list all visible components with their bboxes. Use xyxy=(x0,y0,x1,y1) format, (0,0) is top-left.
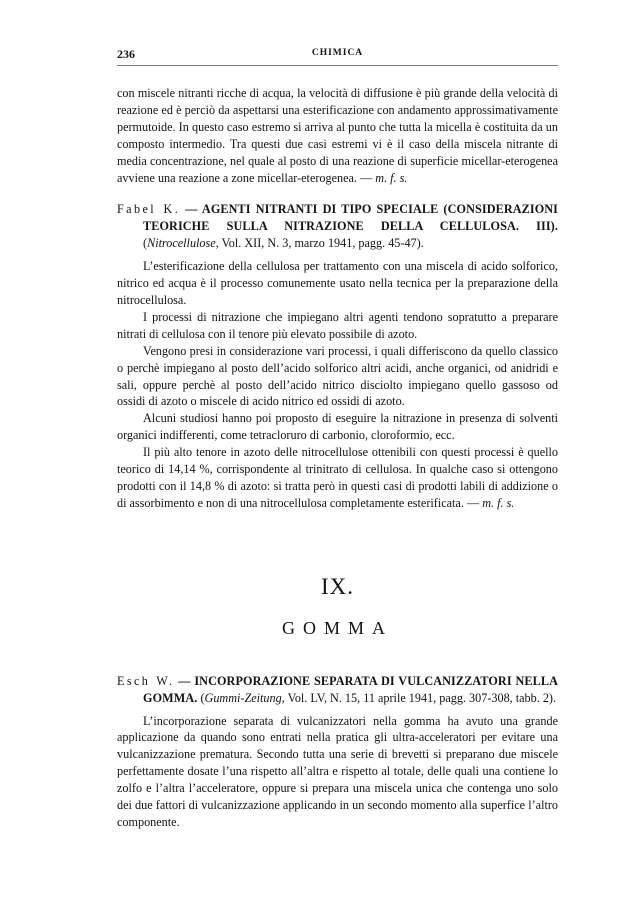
fabel-citation: , Vol. XII, N. 3, marzo 1941, pagg. 45-47). xyxy=(215,236,424,251)
fabel-signature: m. f. s. xyxy=(482,495,515,510)
fabel-bibliographic-entry xyxy=(117,201,558,252)
section-number: IX. xyxy=(320,573,355,599)
fabel-paragraph-1: L’esterificazione della cellulosa per trattamento con una miscela di acido solforico, nitrico ed acqua è il processo comunemente usato nella tecnica per la preparazione della nitrocellulosa. xyxy=(117,259,558,307)
fabel-open-paren: ( xyxy=(143,236,148,251)
fabel-journal: Nitrocellulose xyxy=(147,236,216,251)
fabel-paragraph-4: Alcuni studiosi hanno poi proposto di eseguire la nitrazione in presenza di solventi organici indifferenti, come tetracloruro di carbonio, cloroformio, ecc. xyxy=(117,411,558,443)
page-header xyxy=(117,47,558,66)
prev-article-text: con miscele nitranti ricche di acqua, la velocità di diffusione è più grande della velocità di reazione ed è perciò da aspettarsi una esterificazione con andamento approssimativamente permutoide. In questo caso estremo si arriva al punto che tutta la micella è costituita da un composto intermedio. Tra questi due casi estremi vi è il caso della miscela nitrante di media concentrazione, nel quale al posto di una reazione di superficie micellar-eterogenea avviene una reazione a zone micellar-eterogenea. — xyxy=(117,86,558,185)
prev-article-paragraph xyxy=(117,85,558,186)
fabel-title: — AGENTI NITRANTI DI TIPO SPECIALE (CONSIDERAZIONI TEORICHE SULLA NITRAZIONE DELLA CELLULOSA. III). xyxy=(143,202,559,234)
prev-article-signature: m. f. s. xyxy=(375,170,408,185)
fabel-paragraph-2: I processi di nitrazione che impiegano altri agenti tendono sopratutto a preparare nitrati di cellulosa con il tenore più elevato possibile di azoto. xyxy=(117,309,558,341)
esch-paragraph-1: L’incorporazione separata di vulcanizzatori nella gomma ha avuto una grande applicazione da quando sono entrati nella pratica gli ultra-acceleratori per evitare una vulcanizzazione prematura. Secondo tutta una serie di brevetti si preparano due miscele perfettamente dosate l’una rispetto all’altra e rispetto al totale, delle quali una contiene lo zolfo e l’altra l’acceleratore, oppure si prepara una miscela unica che contenga uno solo dei due fattori di vulcanizzazione applicando in un secondo momento alla superfice l’altro componente. xyxy=(117,713,558,829)
page-number: 236 xyxy=(117,47,135,61)
esch-journal: Gummi-Zeitung xyxy=(204,690,282,705)
fabel-paragraph-5-text: Il più alto tenore in azoto delle nitrocellulose ottenibili con questi processi è quello teorico di 14,14 %, corrispondente al trinitrato di cellulosa. In qualche caso si ottengono prodotti con il 14,8 % di azoto: si tratta però in questi casi di prodotti labili di addizione o di assorbimento e non di una nitrocellulosa completamente esterificata. — xyxy=(117,445,558,510)
esch-citation: , Vol. LV, N. 15, 11 aprile 1941, pagg. 307-308, tabb. 2). xyxy=(281,690,557,705)
esch-open-paren: ( xyxy=(200,690,205,705)
esch-bibliographic-entry xyxy=(117,673,558,707)
running-head: CHIMICA xyxy=(311,48,364,58)
esch-author: Esch W. xyxy=(117,673,175,688)
section-title: GOMMA xyxy=(281,617,393,638)
page-content xyxy=(117,85,558,831)
fabel-paragraph-5 xyxy=(117,444,558,512)
esch-title: — INCORPORAZIONE SEPARATA DI VULCANIZZATORI NELLA GOMMA. xyxy=(143,673,559,705)
fabel-author: Fabel K. xyxy=(117,202,181,217)
fabel-paragraph-3: Vengono presi in considerazione vari processi, i quali differiscono da quello classico o perchè impiegano al posto dell’acido solforico altri acidi, anche organici, od anidridi e sali, oppure perchè al posto dell’acido nitrico disciolto impiegano quello gassoso od ossidi di azoto o miscele di acido nitrico ed ossidi di azoto. xyxy=(117,343,558,409)
